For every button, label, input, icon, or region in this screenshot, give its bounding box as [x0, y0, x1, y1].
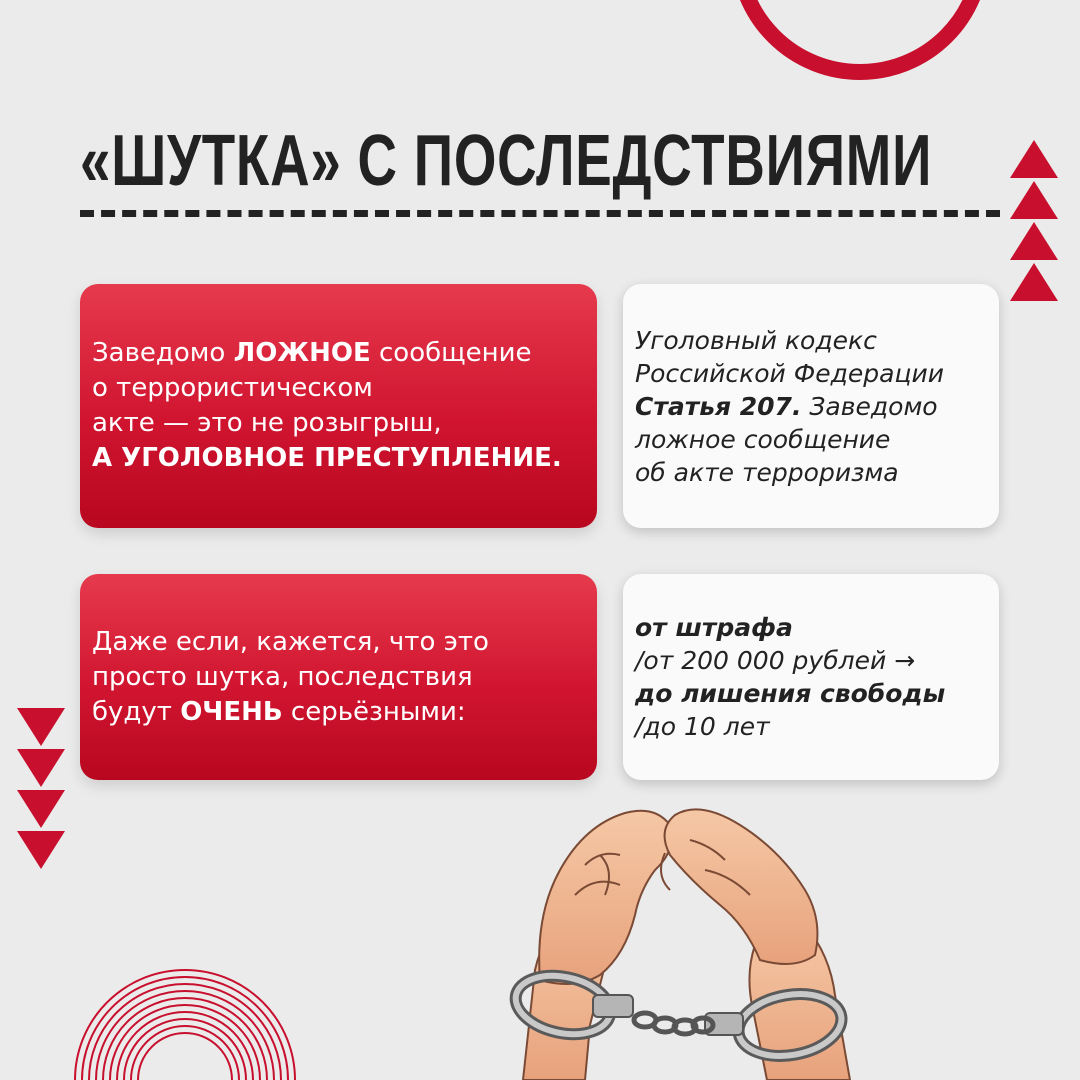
penalty-card [623, 574, 999, 780]
triangles-up-decoration [1008, 140, 1060, 302]
law-line-5: об акте терроризма [635, 457, 899, 487]
consequences-line-1: Даже если, кажется, что это [92, 626, 489, 657]
law-line-1: Уголовный кодекс [635, 325, 877, 355]
warning-card [80, 284, 597, 528]
triangles-down-decoration [16, 708, 66, 870]
consequences-line-2: просто шутка, последствия [92, 661, 473, 692]
law-line-2: Российской Федерации [635, 358, 944, 388]
concentric-arcs-decoration [50, 950, 320, 1080]
consequences-line-3: будут ОЧЕНЬ серьёзными: [92, 696, 466, 727]
law-line-4: ложное сообщение [635, 424, 891, 454]
penalty-card-text [623, 611, 945, 743]
page-title: «ШУТКА» С ПОСЛЕДСТВИЯМИ [80, 121, 933, 201]
warning-line-2: о террористическом [92, 373, 373, 403]
consequences-card-text [80, 625, 489, 730]
handcuffed-hands-illustration [505, 795, 875, 1080]
penalty-line-3: до лишения свободы [635, 679, 946, 708]
law-line-3: Статья 207. Заведомо [635, 391, 938, 421]
penalty-line-4: /до 10 лет [635, 712, 770, 741]
law-reference-card [623, 284, 999, 528]
decorative-ring [730, 0, 990, 80]
penalty-line-2: /от 200 000 рублей → [635, 646, 916, 675]
law-reference-text [623, 324, 944, 489]
consequences-card [80, 574, 597, 780]
warning-line-4: А УГОЛОВНОЕ ПРЕСТУПЛЕНИЕ. [92, 443, 562, 473]
warning-line-3: акте — это не розыгрыш, [92, 408, 442, 438]
warning-card-text [80, 336, 562, 476]
penalty-line-1: от штрафа [635, 613, 793, 642]
title-divider [80, 210, 1000, 217]
warning-line-1: Заведомо ЛОЖНОЕ сообщение [92, 338, 532, 368]
